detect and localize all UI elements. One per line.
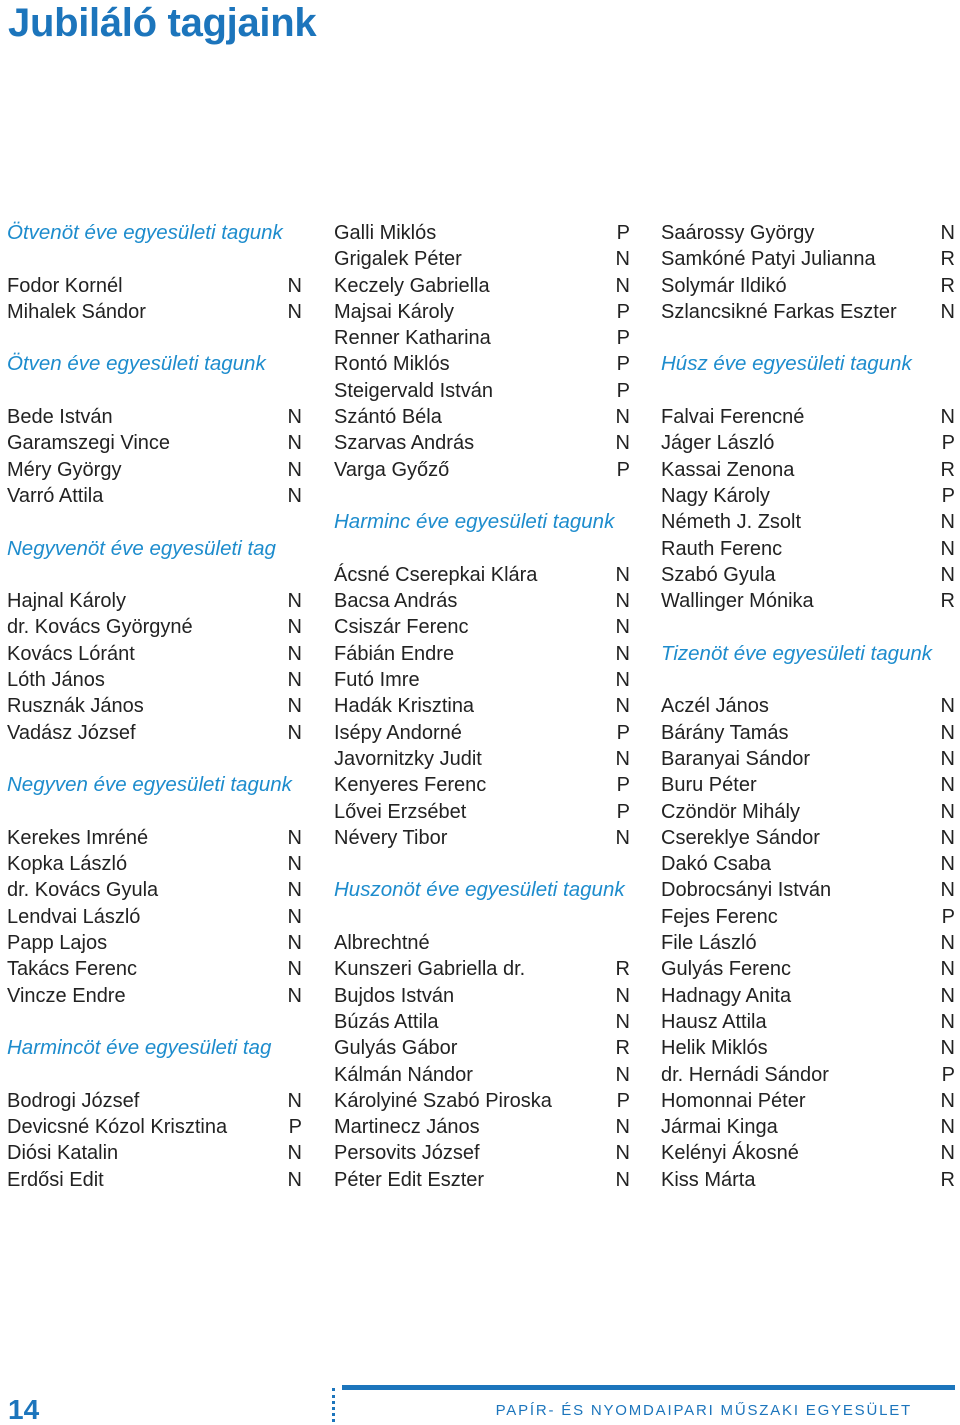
member-row xyxy=(334,299,631,325)
member-row xyxy=(7,851,303,877)
member-row xyxy=(661,509,956,535)
member-code: P xyxy=(941,905,955,928)
member-name: Vadász József xyxy=(7,721,136,744)
member-code: N xyxy=(940,406,955,429)
member-row xyxy=(7,904,303,930)
section-heading: Húsz éve egyesületi tagunk xyxy=(661,352,912,376)
member-name: Németh J. Zsolt xyxy=(661,511,802,534)
member-name: Vincze Endre xyxy=(7,984,126,1007)
member-row xyxy=(7,483,303,509)
member-code: N xyxy=(615,984,630,1007)
member-code: N xyxy=(615,826,630,849)
member-code: P xyxy=(616,774,630,797)
member-name: Szlancsikné Farkas Eszter xyxy=(661,300,897,323)
member-row xyxy=(334,825,631,851)
member-name: Szántó Béla xyxy=(334,406,442,429)
member-code: N xyxy=(940,300,955,323)
member-name: Isépy Andorné xyxy=(334,721,462,744)
member-row xyxy=(7,1167,303,1193)
member-row xyxy=(661,588,956,614)
member-code: R xyxy=(940,458,955,481)
member-name: Csiszár Ferenc xyxy=(334,616,469,639)
member-code: N xyxy=(287,879,302,902)
member-row xyxy=(334,220,631,246)
member-code: N xyxy=(287,721,302,744)
member-row xyxy=(661,1062,956,1088)
member-row xyxy=(661,825,956,851)
member-row xyxy=(7,614,303,640)
member-row xyxy=(661,299,956,325)
member-code: N xyxy=(940,747,955,770)
member-row xyxy=(334,1062,631,1088)
member-row xyxy=(661,693,956,719)
member-name: Lendvai László xyxy=(7,905,141,928)
member-code: P xyxy=(288,1116,302,1139)
member-name: Kunszeri Gabriella dr. xyxy=(334,958,526,981)
section-spacer xyxy=(7,746,303,772)
member-name: Majsai Károly xyxy=(334,300,455,323)
section-heading: Ötvenöt éve egyesületi tagunk xyxy=(7,221,283,244)
member-row xyxy=(661,799,956,825)
section-heading: Tizenöt éve egyesületi tagunk xyxy=(661,641,933,665)
member-row xyxy=(334,430,631,456)
member-name: dr. Kovács Gyula xyxy=(7,879,159,902)
member-row xyxy=(334,983,631,1009)
section-spacer xyxy=(334,536,631,562)
section-heading: Negyven éve egyesületi tagunk xyxy=(7,773,292,797)
member-code: N xyxy=(287,616,302,639)
member-row xyxy=(334,956,631,982)
member-name: Baranyai Sándor xyxy=(661,747,810,770)
member-name: Jáger László xyxy=(661,432,775,455)
member-name: Hadák Krisztina xyxy=(334,695,475,718)
member-row xyxy=(661,404,956,430)
member-row xyxy=(334,1140,631,1166)
member-name: Kálmán Nándor xyxy=(334,1063,473,1086)
member-row xyxy=(7,877,303,903)
member-row xyxy=(7,457,303,483)
member-name: Homonnai Péter xyxy=(661,1089,806,1112)
member-name: Hadnagy Anita xyxy=(661,984,792,1007)
member-row xyxy=(334,246,631,272)
section-spacer xyxy=(7,325,303,351)
member-name: Helik Miklós xyxy=(661,1037,768,1060)
member-code: N xyxy=(287,905,302,928)
section-spacer xyxy=(661,325,956,351)
member-name: Rusznák János xyxy=(7,695,144,718)
member-row xyxy=(661,273,956,299)
member-code: N xyxy=(615,248,630,271)
member-row xyxy=(334,1009,631,1035)
member-code: N xyxy=(287,695,302,718)
member-code: N xyxy=(287,669,302,692)
member-code: N xyxy=(287,300,302,323)
member-name: Aczél János xyxy=(661,695,769,718)
member-code: N xyxy=(940,932,955,955)
member-name: Lővei Erzsébet xyxy=(334,800,467,823)
member-row xyxy=(7,983,303,1009)
footer-dotted-divider xyxy=(332,1388,335,1422)
member-row xyxy=(7,273,303,299)
member-row xyxy=(661,772,956,798)
section-heading: Negyvenöt éve egyesületi tag xyxy=(7,536,276,560)
member-code: P xyxy=(616,800,630,823)
member-code: R xyxy=(940,248,955,271)
member-row xyxy=(661,1035,956,1061)
member-name: Kiss Márta xyxy=(661,1168,756,1191)
member-code: N xyxy=(615,406,630,429)
member-code: R xyxy=(615,1037,630,1060)
member-row xyxy=(7,1114,303,1140)
member-code: N xyxy=(940,1010,955,1033)
member-name: File László xyxy=(661,932,757,955)
member-row xyxy=(334,614,631,640)
member-code: N xyxy=(287,1168,302,1191)
member-name: Kerekes Imréné xyxy=(7,826,149,849)
member-name: Csereklye Sándor xyxy=(661,826,820,849)
member-code: N xyxy=(940,1116,955,1139)
member-code: N xyxy=(940,695,955,718)
member-name: Erdősi Edit xyxy=(7,1168,104,1191)
member-row xyxy=(7,641,303,667)
member-row xyxy=(7,930,303,956)
member-row xyxy=(661,220,956,246)
member-code: P xyxy=(616,222,630,244)
member-code: N xyxy=(940,958,955,981)
member-row xyxy=(334,1167,631,1193)
member-code: R xyxy=(940,590,955,613)
member-name: Hausz Attila xyxy=(661,1010,767,1033)
member-name: Nagy Károly xyxy=(661,484,770,507)
member-name: Garamszegi Vince xyxy=(7,432,171,455)
section-heading: Ötven éve egyesületi tagunk xyxy=(7,352,266,376)
member-code: P xyxy=(941,432,955,455)
member-name: dr. Kovács Györgyné xyxy=(7,616,193,639)
member-code xyxy=(630,930,631,956)
member-name: Károlyiné Szabó Piroska xyxy=(334,1089,552,1112)
member-code: N xyxy=(940,853,955,876)
member-code: N xyxy=(940,511,955,534)
member-name: Péter Edit Eszter xyxy=(334,1168,485,1191)
member-code: P xyxy=(941,484,955,507)
column-2 xyxy=(334,220,631,1193)
member-code: P xyxy=(616,379,630,402)
member-name: Lóth János xyxy=(7,669,105,692)
section-heading: Harmincöt éve egyesületi tag xyxy=(7,1036,272,1060)
member-code: N xyxy=(287,853,302,876)
member-row xyxy=(661,851,956,877)
member-row xyxy=(7,667,303,693)
member-name: Diósi Katalin xyxy=(7,1142,119,1165)
member-code: N xyxy=(940,721,955,744)
member-code: N xyxy=(287,826,302,849)
member-name: Solymár Ildikó xyxy=(661,274,787,297)
member-name: Albrechtné xyxy=(334,932,430,955)
member-row xyxy=(334,1035,631,1061)
section-spacer xyxy=(661,378,956,404)
member-row xyxy=(334,641,631,667)
member-code: N xyxy=(615,1063,630,1086)
member-name: Saárossy György xyxy=(661,222,815,244)
section-spacer xyxy=(661,614,956,640)
member-name: Falvai Ferencné xyxy=(661,406,805,429)
page-number: 14 xyxy=(8,1394,40,1425)
member-name: Szarvas András xyxy=(334,432,475,455)
member-code: N xyxy=(287,984,302,1007)
section-spacer xyxy=(661,667,956,693)
member-row xyxy=(661,956,956,982)
member-row xyxy=(661,536,956,562)
footer-publisher: PAPÍR- ÉS NYOMDAIPARI MŰSZAKI EGYESÜLET xyxy=(495,1402,912,1419)
member-code: N xyxy=(940,1089,955,1112)
member-row xyxy=(7,299,303,325)
member-name: dr. Hernádi Sándor xyxy=(661,1063,829,1086)
member-name: Dobrocsányi István xyxy=(661,879,832,902)
member-name: Steigervald István xyxy=(334,379,493,402)
section-spacer xyxy=(7,799,303,825)
member-code: N xyxy=(615,1116,630,1139)
member-name: Fejes Ferenc xyxy=(661,905,778,928)
member-name: Varró Attila xyxy=(7,484,104,507)
member-name: Javornitzky Judit xyxy=(334,747,482,770)
member-row xyxy=(7,430,303,456)
member-row xyxy=(334,746,631,772)
member-row xyxy=(334,378,631,404)
member-code: N xyxy=(615,432,630,455)
member-row xyxy=(334,351,631,377)
member-name: Renner Katharina xyxy=(334,327,491,350)
member-name: Devicsné Kózol Krisztina xyxy=(7,1116,228,1139)
member-name: Futó Imre xyxy=(334,669,420,692)
member-row xyxy=(7,720,303,746)
member-code: N xyxy=(940,537,955,560)
member-name: Kovács Lóránt xyxy=(7,642,135,665)
member-row xyxy=(334,772,631,798)
member-row xyxy=(661,1088,956,1114)
member-name: Czöndör Mihály xyxy=(661,800,800,823)
member-code: N xyxy=(615,1142,630,1165)
member-row xyxy=(661,930,956,956)
member-row xyxy=(334,273,631,299)
member-row xyxy=(334,562,631,588)
section-heading: Huszonöt éve egyesületi tagunk xyxy=(334,878,625,902)
member-name: Rontó Miklós xyxy=(334,353,450,376)
member-code: N xyxy=(615,695,630,718)
member-name: Samkóné Patyi Julianna xyxy=(661,248,876,271)
member-name: Kelényi Ákosné xyxy=(661,1142,799,1165)
member-name: Rauth Ferenc xyxy=(661,537,783,560)
section-spacer xyxy=(334,483,631,509)
member-name: Grigalek Péter xyxy=(334,248,462,271)
member-name: Buru Péter xyxy=(661,774,757,797)
member-code: N xyxy=(940,1037,955,1060)
member-row xyxy=(661,720,956,746)
member-name: Bede István xyxy=(7,406,113,429)
member-name: Bodrogi József xyxy=(7,1089,140,1112)
column-1 xyxy=(7,220,303,1193)
section-spacer xyxy=(334,904,631,930)
member-name: Méry György xyxy=(7,458,122,481)
member-code: N xyxy=(287,958,302,981)
section-heading: Harminc éve egyesületi tagunk xyxy=(334,510,615,534)
member-code: N xyxy=(615,563,630,586)
member-code: P xyxy=(616,327,630,350)
member-code: N xyxy=(287,1142,302,1165)
member-row xyxy=(7,825,303,851)
member-name: Ácsné Cserepkai Klára xyxy=(334,563,538,586)
member-name: Fodor Kornél xyxy=(7,274,123,297)
member-code: N xyxy=(287,484,302,507)
member-code: N xyxy=(615,747,630,770)
member-name: Dakó Csaba xyxy=(661,853,772,876)
column-3 xyxy=(661,220,956,1193)
member-code: N xyxy=(940,984,955,1007)
member-code: N xyxy=(615,669,630,692)
member-code: N xyxy=(287,432,302,455)
member-row xyxy=(334,404,631,430)
section-spacer xyxy=(7,246,303,272)
member-code: N xyxy=(940,879,955,902)
member-code: N xyxy=(940,800,955,823)
member-name: Fábián Endre xyxy=(334,642,455,665)
member-name: Papp Lajos xyxy=(7,932,108,955)
member-name: Gulyás Gábor xyxy=(334,1037,458,1060)
member-row xyxy=(7,588,303,614)
member-row xyxy=(334,799,631,825)
section-spacer xyxy=(7,1062,303,1088)
member-name: Persovits József xyxy=(334,1142,480,1165)
member-row xyxy=(7,1140,303,1166)
member-code: R xyxy=(615,958,630,981)
member-code: N xyxy=(615,274,630,297)
member-row xyxy=(661,877,956,903)
member-code: N xyxy=(940,826,955,849)
member-code: N xyxy=(287,932,302,955)
member-code: P xyxy=(616,1089,630,1112)
member-code: N xyxy=(940,222,955,244)
member-row xyxy=(7,693,303,719)
member-code: N xyxy=(615,1010,630,1033)
member-code: N xyxy=(287,406,302,429)
member-code: N xyxy=(615,616,630,639)
member-row xyxy=(334,325,631,351)
member-name: Varga Győző xyxy=(334,458,450,481)
member-code: P xyxy=(616,458,630,481)
member-name: Bujdos István xyxy=(334,984,455,1007)
member-row xyxy=(661,746,956,772)
member-row xyxy=(661,1140,956,1166)
member-name: Búzás Attila xyxy=(334,1010,439,1033)
member-row xyxy=(661,1009,956,1035)
member-row xyxy=(661,1114,956,1140)
member-name: Martinecz János xyxy=(334,1116,480,1139)
member-code: N xyxy=(287,642,302,665)
member-name: Kenyeres Ferenc xyxy=(334,774,487,797)
member-row xyxy=(334,667,631,693)
member-name: Takács Ferenc xyxy=(7,958,138,981)
section-spacer xyxy=(7,562,303,588)
member-name: Galli Miklós xyxy=(334,222,437,244)
member-name: Hajnal Károly xyxy=(7,590,126,613)
member-row xyxy=(334,588,631,614)
member-row xyxy=(661,483,956,509)
member-code: N xyxy=(287,274,302,297)
member-row xyxy=(661,457,956,483)
member-code: N xyxy=(287,590,302,613)
member-code: P xyxy=(616,353,630,376)
member-name: Bacsa András xyxy=(334,590,458,613)
member-code: R xyxy=(940,1168,955,1191)
member-code: N xyxy=(615,590,630,613)
member-name: Mihalek Sándor xyxy=(7,300,146,323)
member-name: Kassai Zenona xyxy=(661,458,795,481)
member-name: Bárány Tamás xyxy=(661,721,789,744)
member-code: P xyxy=(616,300,630,323)
member-row xyxy=(661,246,956,272)
member-row xyxy=(661,1167,956,1193)
member-name: Keczely Gabriella xyxy=(334,274,490,297)
section-spacer xyxy=(7,509,303,535)
member-row xyxy=(7,1088,303,1114)
member-name: Szabó Gyula xyxy=(661,563,776,586)
footer-rule xyxy=(342,1385,955,1390)
member-row xyxy=(661,430,956,456)
member-row xyxy=(661,983,956,1009)
member-row xyxy=(334,1088,631,1114)
member-row xyxy=(334,720,631,746)
member-row xyxy=(661,562,956,588)
member-code: N xyxy=(287,1089,302,1112)
member-code: R xyxy=(940,274,955,297)
member-row xyxy=(661,904,956,930)
member-row xyxy=(334,693,631,719)
page-title: Jubiláló tagjaink xyxy=(8,1,317,45)
section-spacer xyxy=(7,1009,303,1035)
member-name: Wallinger Mónika xyxy=(661,590,814,613)
member-name: Kopka László xyxy=(7,853,128,876)
section-spacer xyxy=(7,378,303,404)
member-code: N xyxy=(615,642,630,665)
member-code: N xyxy=(940,563,955,586)
member-code: N xyxy=(615,1168,630,1191)
member-name: Jármai Kinga xyxy=(661,1116,778,1139)
member-row xyxy=(7,404,303,430)
member-row xyxy=(334,457,631,483)
member-code: P xyxy=(616,721,630,744)
member-name: Gulyás Ferenc xyxy=(661,958,792,981)
member-row xyxy=(7,956,303,982)
member-code: N xyxy=(287,458,302,481)
section-spacer xyxy=(334,851,631,877)
member-name: Névery Tibor xyxy=(334,826,448,849)
member-row xyxy=(334,930,631,956)
member-code: N xyxy=(940,774,955,797)
member-code: P xyxy=(941,1063,955,1086)
member-code: N xyxy=(940,1142,955,1165)
member-row xyxy=(334,1114,631,1140)
